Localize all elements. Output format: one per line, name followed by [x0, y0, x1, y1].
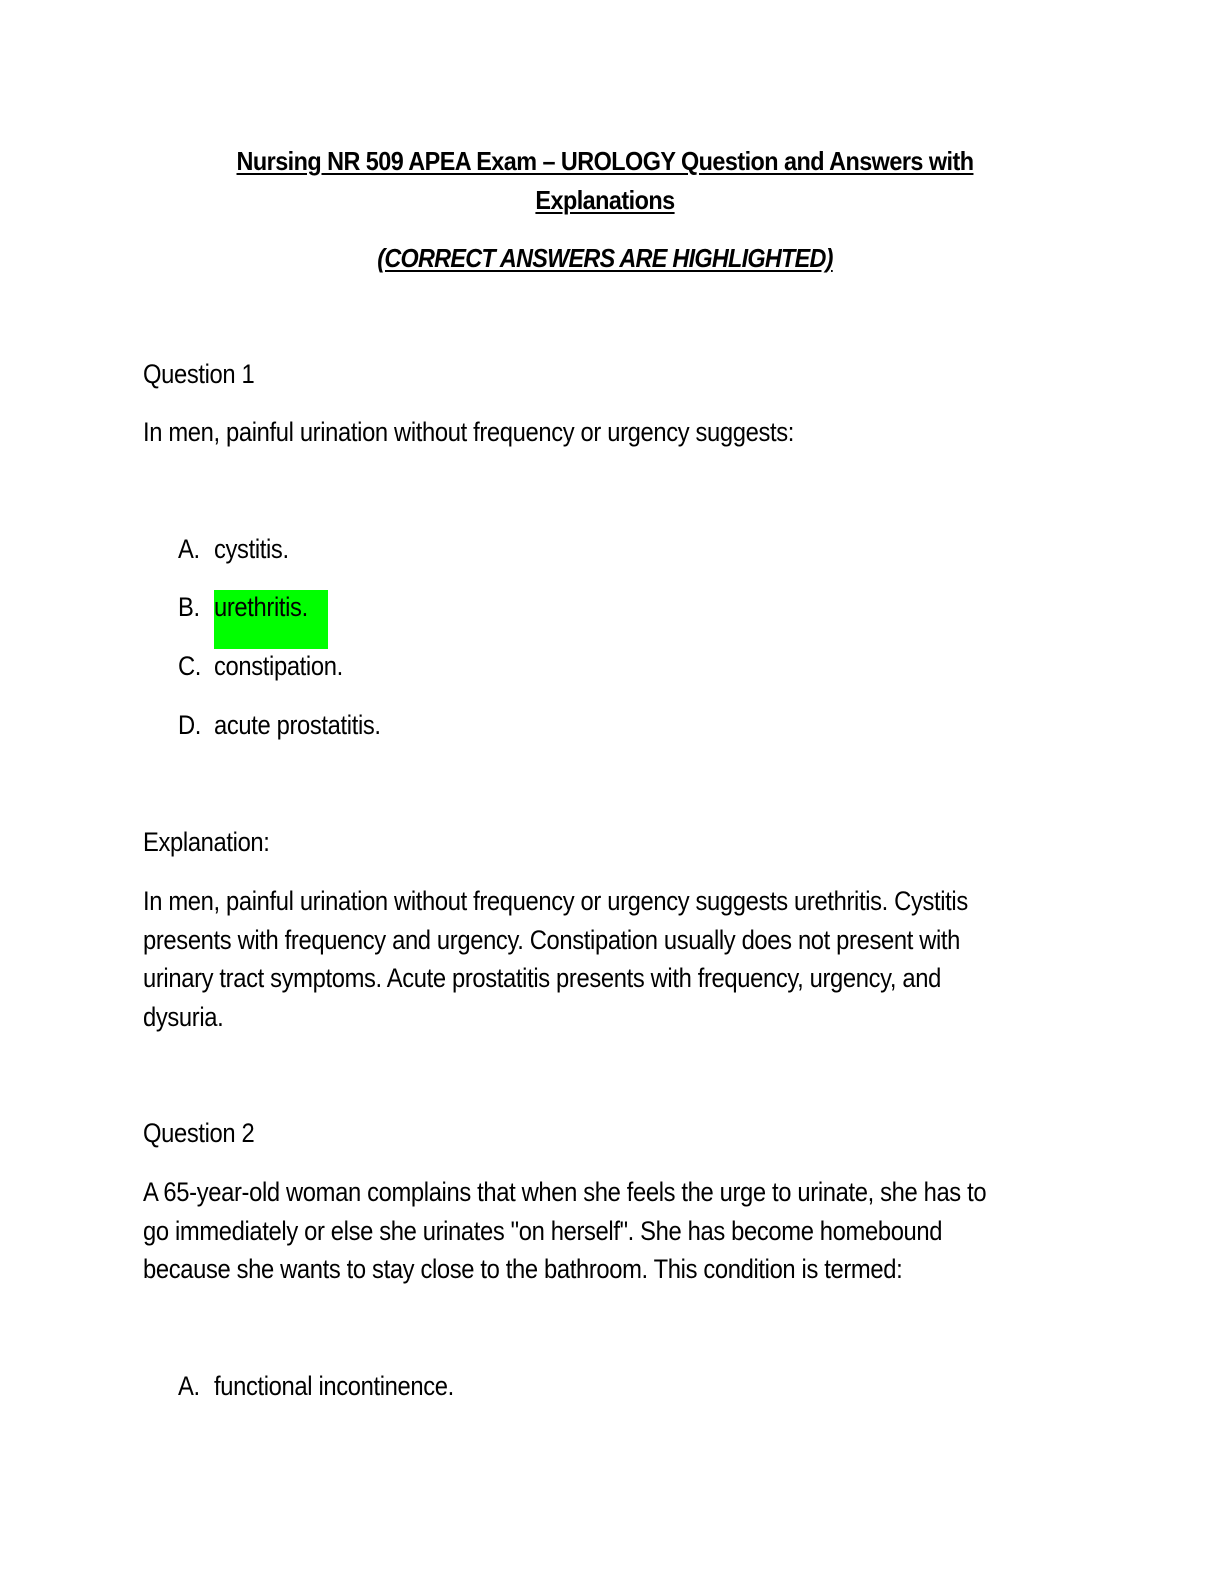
option-letter: C. [178, 651, 202, 681]
option-text: acute prostatitis. [214, 710, 381, 740]
option-text: constipation. [214, 651, 343, 681]
option-text-correct: urethritis. [214, 592, 308, 622]
question-2-prompt [143, 1173, 1058, 1289]
question-1-label: Question 1 [143, 359, 255, 389]
prompt-line: go immediately or else she urinates "on herself". She has become homebound [143, 1215, 943, 1246]
explanation-line: dysuria. [143, 1001, 224, 1032]
explanation-line: In men, painful urination without frequency or urgency suggests urethritis. Cystitis [143, 886, 968, 916]
prompt-line: A 65-year-old woman complains that when she feels the urge to urinate, she has to [143, 1177, 987, 1207]
document-title-line-1: Nursing NR 509 APEA Exam – UROLOGY Question and Answers with [236, 146, 974, 176]
option-letter: A. [178, 534, 200, 564]
option-letter: A. [178, 1371, 200, 1401]
explanation-line: presents with frequency and urgency. Constipation usually does not present with [143, 924, 961, 955]
explanation-label: Explanation: [143, 827, 270, 857]
question-2-label: Question 2 [143, 1118, 255, 1148]
option-letter: B. [178, 592, 200, 622]
option-text: cystitis. [214, 534, 289, 564]
option-letter: D. [178, 710, 202, 740]
document-subtitle: (CORRECT ANSWERS ARE HIGHLIGHTED) [377, 243, 833, 273]
option-text: functional incontinence. [214, 1371, 454, 1401]
question-1-prompt: In men, painful urination without frequency or urgency suggests: [143, 417, 795, 447]
explanation-line: urinary tract symptoms. Acute prostatitis presents with frequency, urgency, and [143, 963, 941, 993]
prompt-line: because she wants to stay close to the bathroom. This condition is termed: [143, 1254, 903, 1284]
document-title-line-2: Explanations [535, 185, 675, 215]
explanation-text [143, 882, 1058, 1036]
